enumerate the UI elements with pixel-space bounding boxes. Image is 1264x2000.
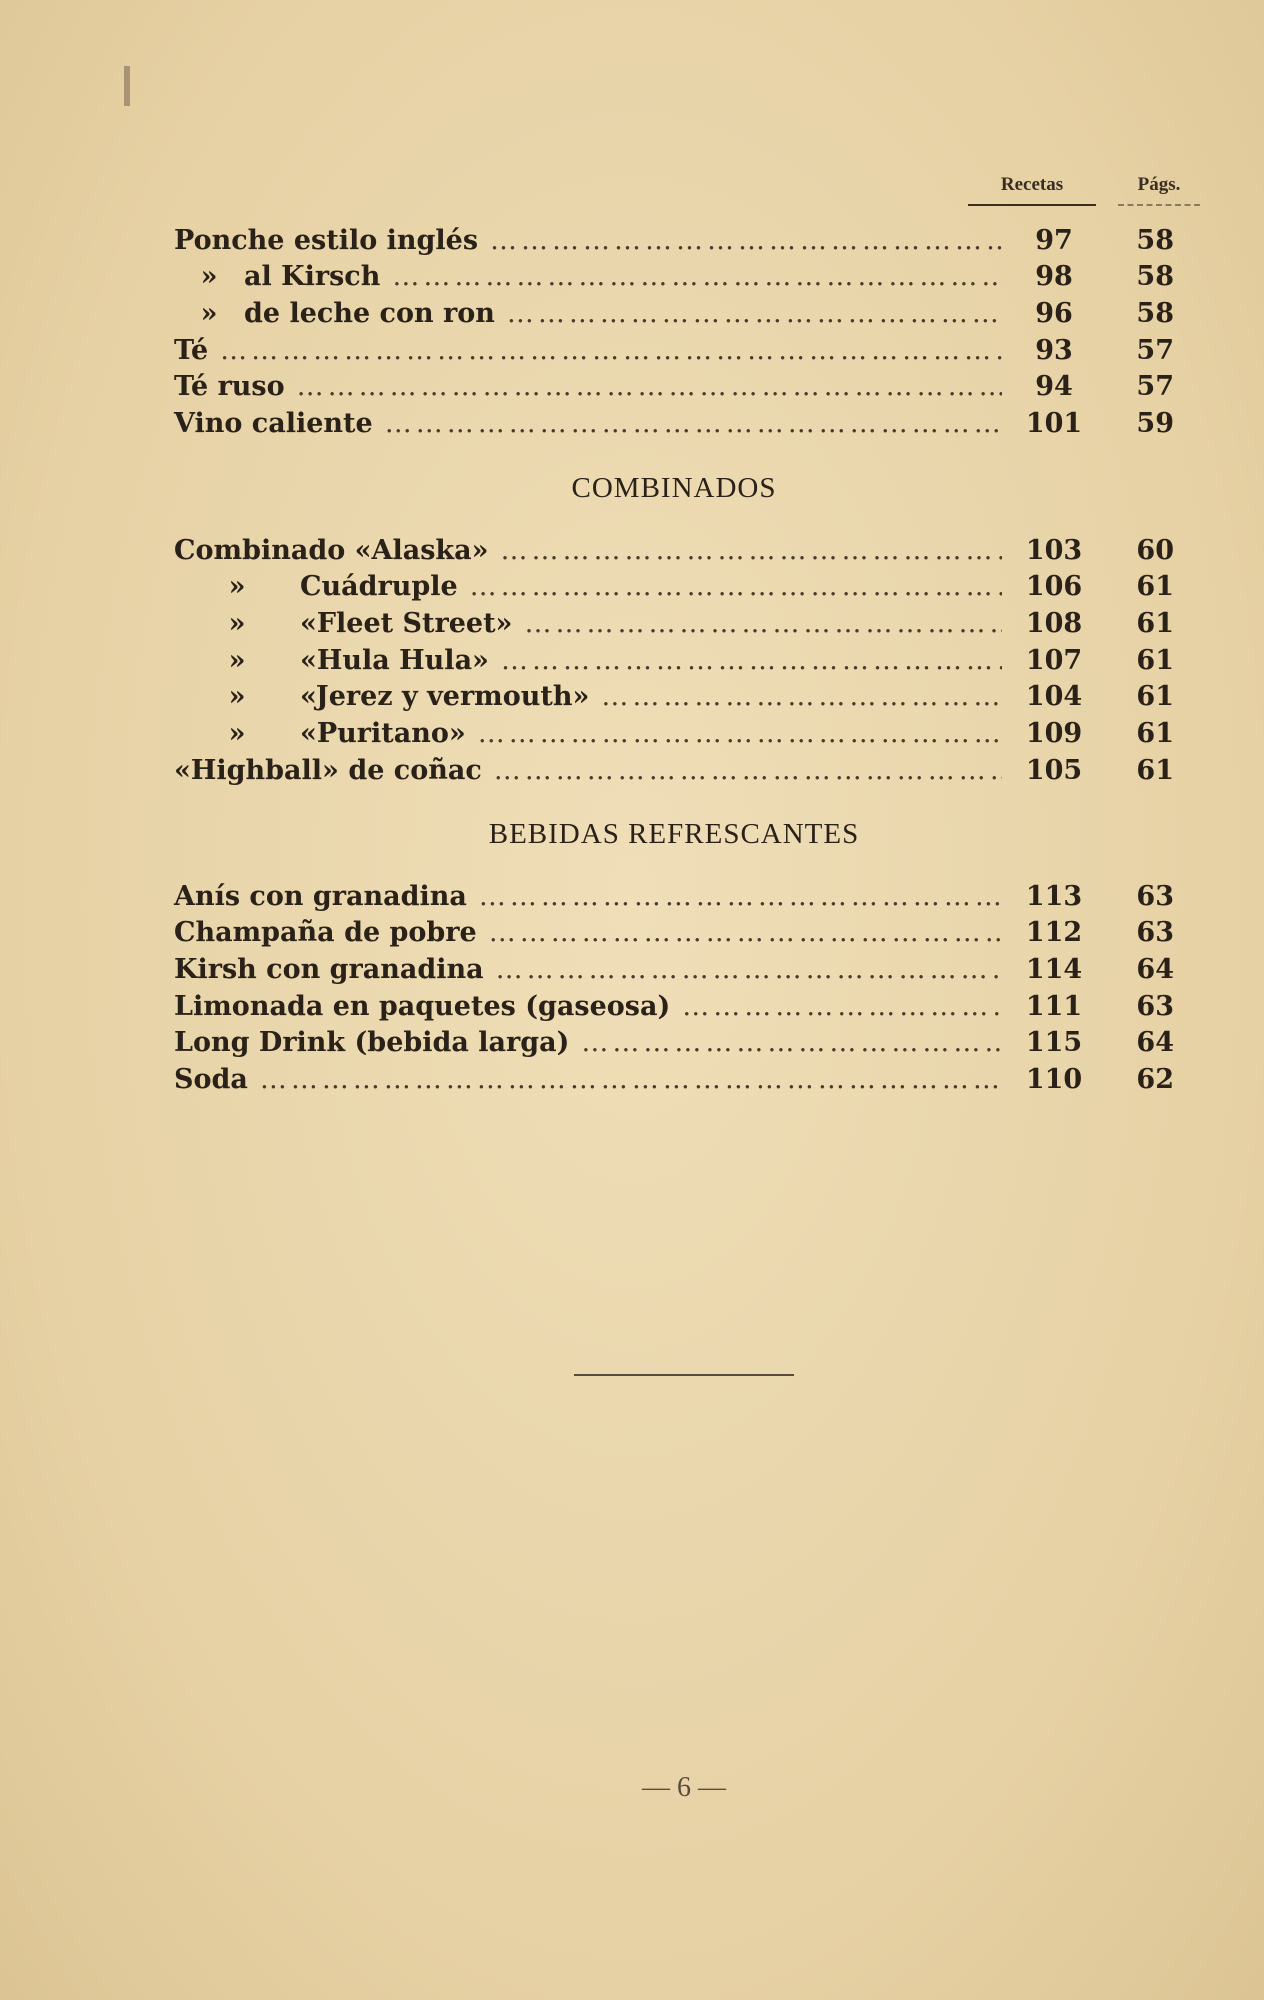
recipe-number: 106 — [1025, 571, 1083, 603]
entry-text — [174, 571, 458, 602]
entry-label: Kirsh con granadina — [174, 953, 484, 985]
recipe-number: 101 — [1025, 408, 1083, 439]
index-row — [174, 222, 1204, 258]
dot-leader — [392, 261, 1002, 292]
page-ref: 61 — [1136, 718, 1174, 749]
dot-leader — [297, 371, 1002, 402]
entry-label: Anís con granadina — [174, 880, 467, 912]
recipe-number: 103 — [1025, 534, 1083, 566]
entry-text — [174, 335, 208, 366]
entry-label: Combinado «Alaska» — [174, 534, 489, 566]
dot-leader — [500, 535, 1002, 566]
page-ref: 57 — [1136, 334, 1174, 366]
entry-text — [174, 371, 285, 402]
page-ref: 61 — [1136, 644, 1174, 676]
closing-rule — [574, 1374, 794, 1376]
ditto-mark: » — [228, 681, 246, 713]
entry-label: Long Drink (bebida larga) — [174, 1027, 570, 1059]
column-header-recetas: Recetas — [968, 174, 1096, 206]
index-row — [174, 605, 1204, 641]
page-ref: 61 — [1136, 681, 1174, 713]
page-ref: 61 — [1136, 607, 1174, 639]
entry-text — [174, 535, 488, 566]
page-ref: 60 — [1136, 534, 1174, 566]
recipe-number: 98 — [1035, 261, 1073, 293]
ditto-mark: » — [200, 297, 218, 329]
entry-label: «Hula Hula» — [300, 644, 489, 676]
recipe-number: 107 — [1025, 644, 1083, 676]
entry-label: «Jerez y vermouth» — [300, 681, 590, 713]
page-ref: 61 — [1136, 754, 1174, 786]
page-ref: 61 — [1136, 571, 1174, 603]
recipe-number: 93 — [1035, 334, 1073, 366]
recipe-number: 115 — [1025, 1027, 1083, 1059]
entry-label: Limonada en paquetes (gaseosa) — [174, 990, 671, 1022]
dot-leader — [524, 608, 1002, 639]
section-title-combinados: COMBINADOS — [571, 472, 777, 504]
index-row — [174, 1025, 1204, 1061]
column-header-pags: Págs. — [1118, 174, 1200, 206]
paper-mark — [124, 66, 130, 106]
index-row — [174, 406, 1204, 442]
entry-text — [174, 261, 380, 292]
dot-leader — [470, 571, 1002, 602]
page-ref: 58 — [1136, 224, 1174, 256]
recipe-number: 111 — [1025, 990, 1083, 1022]
entry-text — [174, 881, 467, 912]
page-ref: 58 — [1136, 297, 1174, 329]
entry-text — [174, 645, 489, 676]
entry-text — [174, 408, 373, 439]
ditto-mark: » — [228, 718, 246, 749]
page-ref: 59 — [1136, 408, 1174, 439]
entry-text — [174, 225, 478, 256]
index-row — [174, 1062, 1204, 1098]
index-row — [174, 915, 1204, 951]
dot-leader — [489, 917, 1002, 948]
ditto-mark: » — [228, 571, 246, 603]
dot-leader — [385, 408, 1002, 439]
page-ref: 64 — [1136, 1027, 1174, 1059]
entry-label: Soda — [174, 1064, 248, 1095]
entry-text — [174, 298, 495, 329]
entry-label: «Fleet Street» — [300, 607, 513, 639]
recipe-number: 113 — [1025, 880, 1083, 912]
ditto-mark: » — [228, 644, 246, 676]
index-row — [174, 679, 1204, 715]
dot-leader — [682, 991, 1002, 1022]
index-row — [174, 642, 1204, 678]
page-ref: 63 — [1136, 917, 1174, 949]
entry-text — [174, 917, 477, 948]
dot-leader — [601, 681, 1002, 712]
dot-leader — [479, 881, 1002, 912]
page-ref: 64 — [1136, 953, 1174, 985]
dot-leader — [496, 954, 1002, 985]
recipe-number: 104 — [1025, 681, 1083, 713]
entry-label: de leche con ron — [244, 297, 495, 329]
dot-leader — [490, 225, 1002, 256]
page-number: — 6 — — [642, 1772, 726, 1803]
page-ref: 63 — [1136, 990, 1174, 1022]
index-row — [174, 716, 1204, 752]
entry-text — [174, 1027, 569, 1058]
ditto-mark: » — [200, 261, 218, 293]
index-row — [174, 878, 1204, 914]
entry-label: «Puritano» — [300, 718, 466, 749]
entry-label: Té — [174, 334, 209, 366]
entry-label: «Highball» de coñac — [174, 754, 482, 786]
entry-label: al Kirsch — [244, 261, 381, 293]
dot-leader — [581, 1027, 1002, 1058]
dot-leader — [501, 645, 1002, 676]
entry-label: Ponche estilo inglés — [174, 224, 479, 256]
entry-label: Cuádruple — [300, 571, 458, 603]
recipe-number: 110 — [1025, 1064, 1083, 1095]
recipe-number: 94 — [1035, 371, 1073, 403]
dot-leader — [260, 1064, 1002, 1095]
recipe-number: 108 — [1025, 607, 1083, 639]
entry-text — [174, 755, 482, 786]
index-row — [174, 951, 1204, 987]
entry-text — [174, 608, 512, 639]
dot-leader — [478, 718, 1002, 749]
recipe-number: 109 — [1025, 718, 1083, 749]
ditto-mark: » — [228, 607, 246, 639]
recipe-number: 96 — [1035, 297, 1073, 329]
page-ref: 63 — [1136, 880, 1174, 912]
entry-text — [174, 1064, 248, 1095]
page-ref: 62 — [1136, 1064, 1174, 1095]
index-row — [174, 332, 1204, 368]
recipe-number: 114 — [1025, 953, 1083, 985]
index-row — [174, 752, 1204, 788]
index-row — [174, 259, 1204, 295]
index-row — [174, 369, 1204, 405]
entry-label: Té ruso — [174, 371, 285, 403]
page-ref: 57 — [1136, 371, 1174, 403]
page-ref: 58 — [1136, 261, 1174, 293]
index-row — [174, 569, 1204, 605]
index-row — [174, 295, 1204, 331]
dot-leader — [507, 298, 1002, 329]
entry-label: Champaña de pobre — [174, 917, 477, 949]
recipe-number: 97 — [1035, 224, 1073, 256]
entry-label: Vino caliente — [174, 408, 373, 439]
recipe-number: 112 — [1025, 917, 1083, 949]
entry-text — [174, 681, 589, 712]
section-title-bebidas-refrescantes: BEBIDAS REFRESCANTES — [488, 818, 860, 850]
dot-leader — [494, 755, 1002, 786]
recipe-number: 105 — [1025, 754, 1083, 786]
index-row — [174, 532, 1204, 568]
index-row — [174, 988, 1204, 1024]
entry-text — [174, 954, 484, 985]
entry-text — [174, 718, 466, 749]
dot-leader — [220, 335, 1002, 366]
entry-text — [174, 991, 670, 1022]
